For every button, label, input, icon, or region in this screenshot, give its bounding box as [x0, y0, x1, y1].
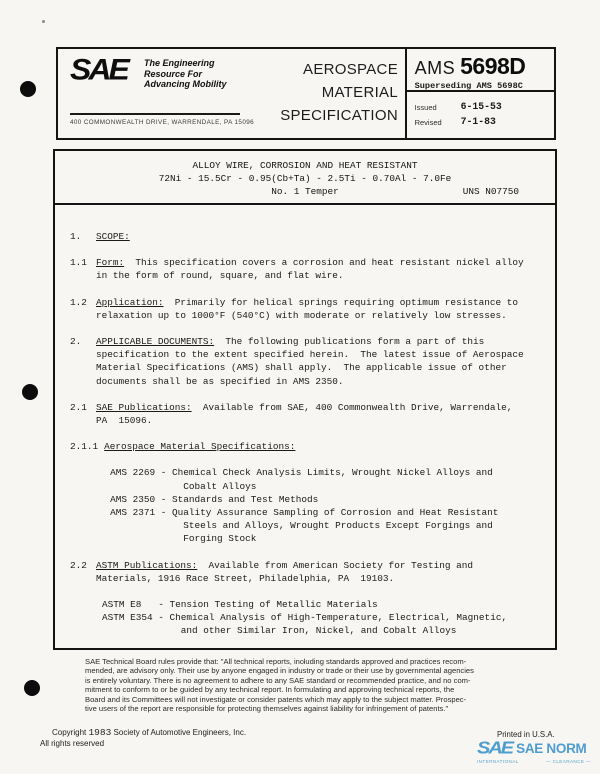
copyright-prefix: Copyright	[52, 728, 87, 737]
header-right-panel	[405, 49, 554, 138]
spec-text-area	[55, 205, 555, 638]
section-heading: Form:	[96, 257, 125, 269]
uns-number: UNS N07750	[462, 186, 519, 197]
astm-reference: ASTM E8 - Tension Testing of Metallic Materials	[102, 599, 378, 611]
spec-number-cell	[407, 49, 554, 92]
copyright-suffix: Society of Automotive Engineers, Inc.	[113, 728, 247, 737]
section-heading: APPLICABLE DOCUMENTS:	[96, 336, 215, 348]
issued-row	[415, 101, 554, 112]
section-body	[96, 296, 543, 322]
section-heading: SCOPE:	[96, 231, 130, 242]
rights-reserved-line: All rights reserved	[40, 739, 105, 748]
dates-cell	[407, 92, 554, 131]
issued-date: 6-15-53	[460, 101, 502, 112]
title-block	[55, 151, 555, 205]
header-left-panel	[58, 49, 405, 138]
specification-body-box	[53, 149, 557, 650]
spec-number: 5698D	[460, 53, 526, 79]
temper-line: No. 1 Temper	[271, 186, 339, 197]
section-2-1-1	[70, 440, 543, 545]
section-1-1	[70, 256, 543, 282]
spec-prefix: AMS	[414, 58, 456, 78]
printed-in-usa-label: Printed in U.S.A.	[497, 730, 555, 739]
registration-dot-icon	[22, 384, 38, 400]
section-body	[96, 559, 543, 638]
sae-tagline: The Engineering Resource For Advancing Mobility	[144, 58, 227, 89]
section-heading: Aerospace Material Specifications:	[104, 441, 296, 453]
sae-norm-logo-icon: SAE	[477, 738, 513, 758]
sae-norm-stamp	[477, 738, 591, 764]
section-2-2	[70, 559, 543, 638]
section-number: 1.	[70, 231, 82, 242]
astm-reference-list	[102, 598, 543, 638]
stamp-sub-right: — CLEARANCE —	[545, 759, 591, 764]
alloy-composition: 72Ni - 15.5Cr - 0.95(Cb+Ta) - 2.5Ti - 0.70Al - 7.0Fe	[158, 173, 452, 184]
section-number: 1.2	[70, 296, 87, 308]
issued-label: Issued	[414, 103, 437, 112]
section-2-1	[70, 401, 543, 427]
revised-label: Revised	[414, 118, 442, 127]
sae-norm-name: SAE NORM	[516, 740, 587, 756]
alloy-title: ALLOY WIRE, CORROSION AND HEAT RESISTANT	[192, 160, 418, 171]
registration-dot-icon	[24, 680, 40, 696]
section-heading: ASTM Publications:	[96, 559, 198, 571]
header-box	[56, 47, 556, 140]
section-2	[70, 335, 543, 388]
section-body	[96, 256, 543, 282]
section-number: 2.2	[70, 559, 87, 571]
section-text: This specification covers a corrosion and heat resistant nickel alloy in the form of round, square, and flat wire.	[96, 257, 524, 282]
document-type-title: AEROSPACE MATERIAL SPECIFICATION	[280, 61, 398, 124]
section-text: Available from SAE, 400 Commonwealth Drive, Warrendale, PA 15096.	[96, 401, 513, 427]
sae-address: 400 COMMONWEALTH DRIVE, WARRENDALE, PA 15096	[70, 119, 255, 126]
ams-reference: AMS 2350 - Standards and Test Methods	[110, 493, 319, 505]
section-number: 2.	[70, 336, 82, 348]
section-body	[96, 335, 543, 388]
section-text: Available from American Society for Testing and Materials, 1916 Race Street, Philadelphia, PA 19103.	[96, 559, 473, 584]
section-number: 1.1	[70, 257, 87, 269]
superseding-note: Superseding AMS 5698C	[414, 81, 523, 91]
registration-dot-icon	[20, 81, 36, 97]
section-text: Primarily for helical springs requiring optimum resistance to relaxation up to 1000°F (540°C) with moderate or relatively low stresses.	[96, 296, 518, 321]
section-number: 2.1.1	[70, 441, 99, 453]
ams-reference: AMS 2371 - Quality Assurance Sampling of Corrosion and Heat Resistant Steels and Alloys, Wrought Products Except Forgings and Forging Stock	[110, 507, 499, 545]
ams-reference: AMS 2269 - Chemical Check Analysis Limits, Wrought Nickel Alloys and Cobalt Alloys	[110, 467, 493, 492]
copyright-line	[52, 727, 246, 738]
scan-speck	[42, 20, 45, 23]
logo-rule	[70, 113, 240, 115]
section-number: 2.1	[70, 401, 87, 413]
ams-reference-list	[110, 466, 543, 545]
copyright-year: 1983	[88, 727, 112, 738]
section-text: The following publications form a part of this specification to the extent specified herein. The latest issue of Aerospace Material Specifications (AMS) shall apply. The applicable issue of other documents shall be as specified in AMS 2350.	[96, 336, 524, 387]
section-heading: SAE Publications:	[96, 401, 192, 413]
section-1	[70, 230, 543, 243]
astm-reference: ASTM E354 - Chemical Analysis of High-Temperature, Electrical, Magnetic, and other Similar Iron, Nickel, and Cobalt Alloys	[102, 612, 508, 637]
revised-date: 7-1-83	[460, 116, 496, 127]
section-body	[96, 230, 543, 243]
section-1-2	[70, 296, 543, 322]
technical-board-disclaimer: SAE Technical Board rules provide that: "All technical reports, including standards approved and practices recom- mended, are advisory only. Their use by anyone engaged in industry or trade or their use by governmental agencies is entirely voluntary. There is no agreement to adhere to any SAE standard or recommended practice, and no com- mitment to conform to or be guided by any technical report. In formulating and approving technical reports, the Board and its Committees will not investigate or consider patents which may apply to the subject matter. Prospec- tive users of the report are responsible for protecting themselves against liability for infringement of patents."	[85, 657, 474, 714]
sae-logo: SAE	[70, 53, 127, 87]
section-body	[104, 440, 543, 545]
section-body	[96, 401, 543, 427]
section-heading: Application:	[96, 296, 164, 308]
stamp-sub-left: INTERNATIONAL	[477, 759, 519, 764]
revised-row	[415, 116, 554, 127]
